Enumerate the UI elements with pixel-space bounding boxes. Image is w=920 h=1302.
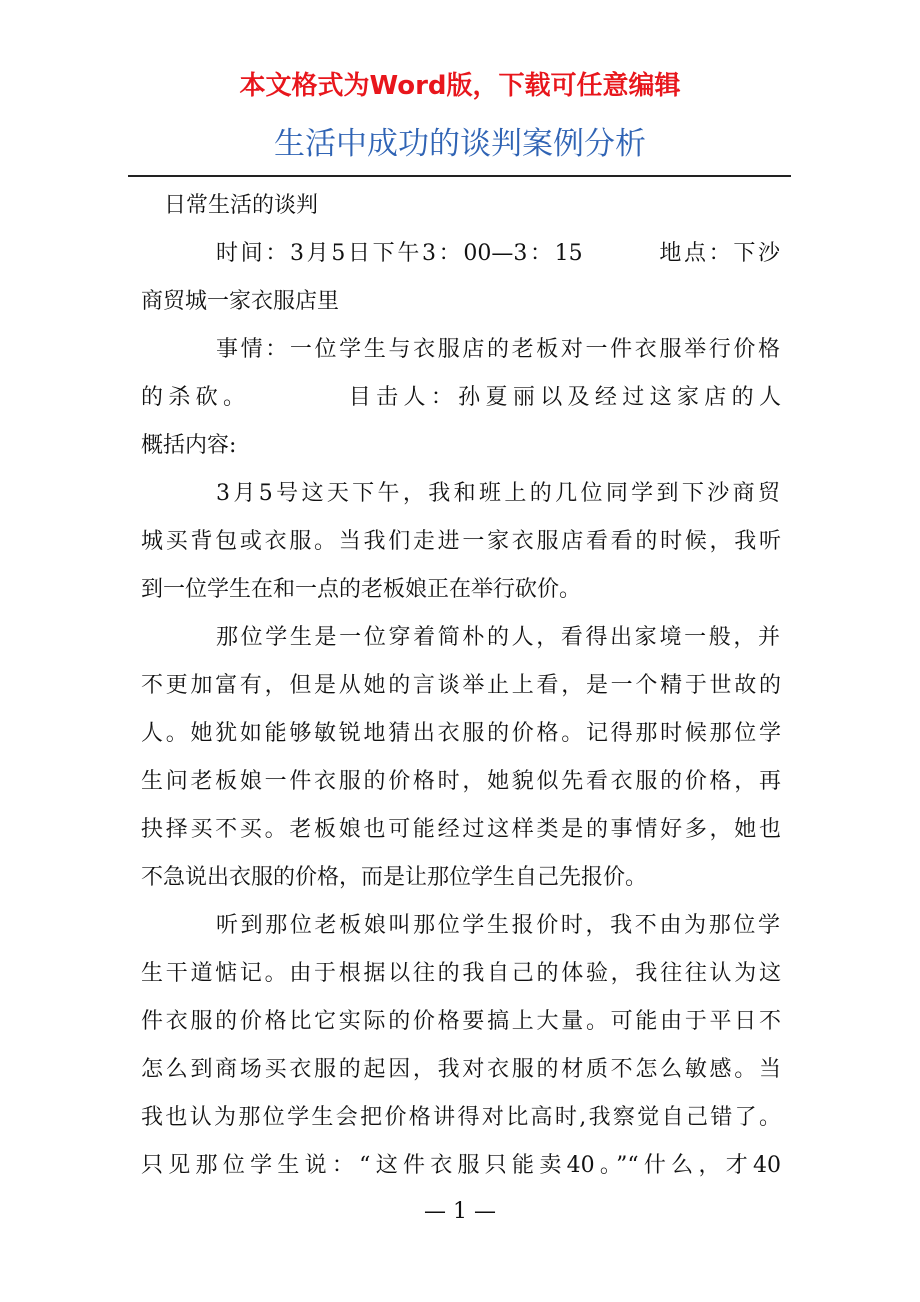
body-line: 商贸城一家衣服店里 [141, 289, 340, 314]
body-line: 时间：3月5日下午3：00—3：15 地点：下沙 [216, 241, 780, 266]
body-line: 概括内容: [141, 433, 237, 458]
body-line: 事情：一位学生与衣服店的老板对一件衣服举行价格 [216, 337, 780, 362]
body-line: 生干道惦记。由于根据以往的我自己的体验，我往往认为这 [141, 961, 781, 986]
body-line: 我也认为那位学生会把价格讲得对比高时,我察觉自己错了。 [141, 1105, 781, 1130]
body-line: 件衣服的价格比它实际的价格要搞上大量。可能由于平日不 [141, 1009, 781, 1034]
body-line: 不急说出衣服的价格，而是让那位学生自己先报价。 [141, 865, 648, 890]
body-line: 到一位学生在和一点的老板娘正在举行砍价。 [141, 577, 582, 602]
format-notice-banner: 本文格式为Word版，下载可任意编辑 [239, 71, 681, 101]
body-line: 只见那位学生说：“这件衣服只能卖40。”“什么，才40 [141, 1153, 781, 1178]
body-line: 听到那位老板娘叫那位学生报价时，我不由为那位学 [216, 913, 780, 938]
body-line: 不更加富有，但是从她的言谈举止上看，是一个精于世故的 [141, 673, 781, 698]
body-line: 抉择买不买。老板娘也可能经过这样类是的事情好多，她也 [141, 817, 781, 842]
body-line: 日常生活的谈判 [164, 193, 319, 218]
body-line: 3月5号这天下午，我和班上的几位同学到下沙商贸 [216, 481, 780, 506]
body-line: 城买背包或衣服。当我们走进一家衣服店看看的时候，我听 [141, 529, 781, 554]
title-divider [128, 175, 791, 177]
body-line: 怎么到商场买衣服的起因，我对衣服的材质不怎么敏感。当 [141, 1057, 781, 1082]
body-line: 的杀砍。 目击人：孙夏丽以及经过这家店的人 [141, 385, 781, 410]
body-line: 人。她犹如能够敏锐地猜出衣服的价格。记得那时候那位学 [141, 721, 781, 746]
page-number: — 1 — [424, 1199, 496, 1224]
document-title: 生活中成功的谈判案例分析 [274, 126, 646, 162]
body-line: 那位学生是一位穿着简朴的人，看得出家境一般，并 [216, 625, 780, 650]
body-line: 生问老板娘一件衣服的价格时，她貌似先看衣服的价格，再 [141, 769, 781, 794]
